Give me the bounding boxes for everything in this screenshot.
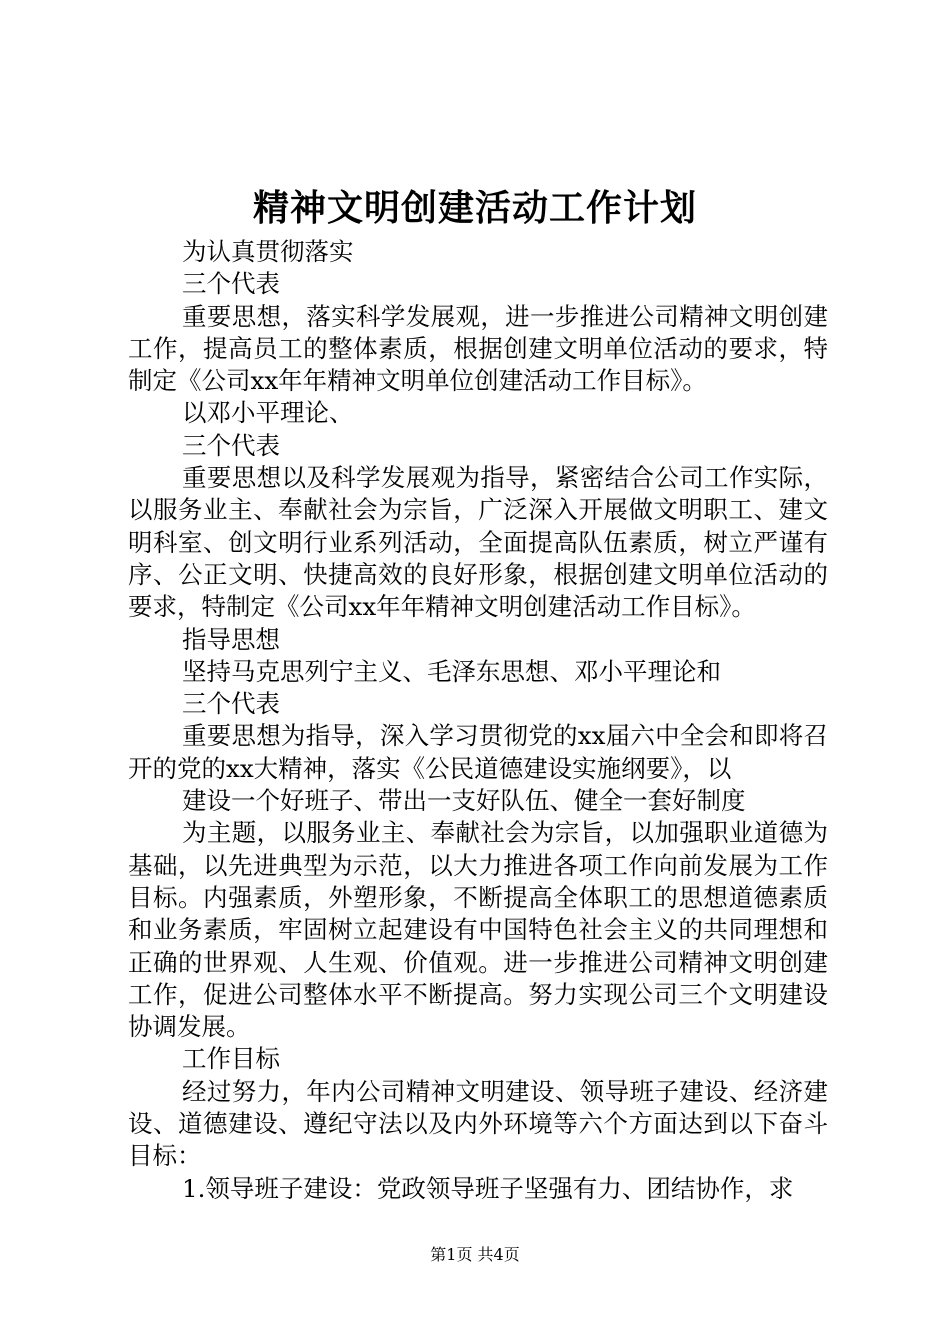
paragraph: 三个代表: [182, 689, 280, 719]
paragraph: 工作目标: [182, 1044, 280, 1074]
paragraph: 建设一个好班子、带出一支好队伍、健全一套好制度: [182, 786, 746, 816]
paragraph: 以邓小平理论、: [182, 398, 354, 428]
paragraph: 指导思想: [182, 624, 280, 654]
document-body: [128, 236, 828, 1205]
paragraph: 重要思想以及科学发展观为指导，紧密结合公司工作实际，以服务业主、奉献社会为宗旨，广泛深入开展做文明职工、建文明科室、创文明行业系列活动，全面提高队伍素质，树立严谨有序、公正文明、快捷高效的良好形象，根据创建文明单位活动的要求，特制定《公司xx年年精神文明创建活动工作目标》。: [128, 463, 828, 622]
document-title: 精神文明创建活动工作计划: [252, 187, 697, 229]
paragraph: 经过努力，年内公司精神文明建设、领导班子建设、经济建设、道德建设、遵纪守法以及内外环境等六个方面达到以下奋斗目标：: [128, 1076, 828, 1171]
paragraph: 为认真贯彻落实: [182, 237, 354, 266]
paragraph: 重要思想，落实科学发展观，进一步推进公司精神文明创建工作，提高员工的整体素质，根据创建文明单位活动的要求，特制定《公司xx年年精神文明单位创建活动工作目标》。: [128, 301, 828, 396]
paragraph: 坚持马克思列宁主义、毛泽东思想、邓小平理论和: [182, 656, 721, 686]
paragraph: 三个代表: [182, 430, 280, 460]
paragraph: 为主题，以服务业主、奉献社会为宗旨，以加强职业道德为基础，以先进典型为示范，以大力推进各项工作向前发展为工作目标。内强素质，外塑形象，不断提高全体职工的思想道德素质和业务素质，牢固树立起建设有中国特色社会主义的共同理想和正确的世界观、人生观、价值观。进一步推进公司精神文明创建工作，促进公司整体水平不断提高。努力实现公司三个文明建设协调发展。: [128, 818, 828, 1042]
page-indicator: 第1页 共4页: [430, 1245, 520, 1264]
paragraph: 三个代表: [182, 269, 280, 299]
paragraph: 1.领导班子建设：党政领导班子坚强有力、团结协作，求: [182, 1173, 794, 1203]
paragraph: 重要思想为指导，深入学习贯彻党的xx届六中全会和即将召开的党的xx大精神，落实《公民道德建设实施纲要》，以: [128, 721, 828, 783]
